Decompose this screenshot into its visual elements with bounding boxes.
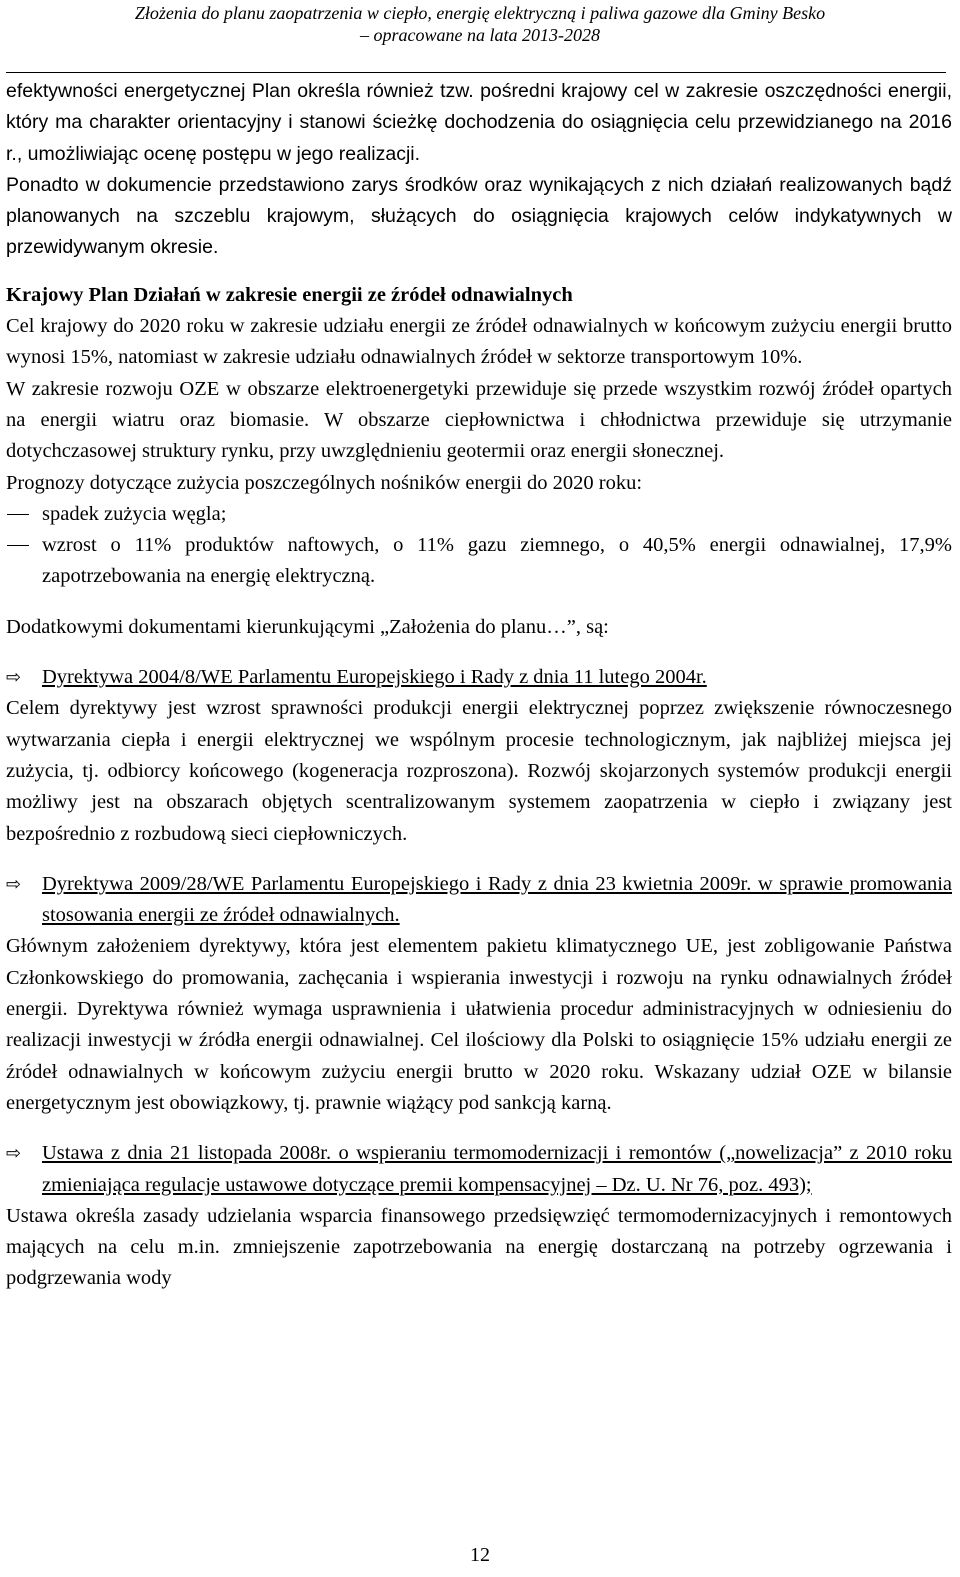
- header-subtitle: – opracowane na lata 2013-2028: [360, 25, 600, 45]
- paragraph-oze: W zakresie rozwoju OZE w obszarze elektroenergetyki przewiduje się przede wszystkim rozwój źródeł opartych na energii wiatru oraz biomasie. W obszarze ciepłownictwa i chłodnictwa przewiduje się utrzymanie dotychczasowej struktury rynku, przy uwzględnieniu geotermii oraz energii słonecznej.: [6, 377, 952, 463]
- list-item: wzrost o 11% produktów naftowych, o 11% gazu ziemnego, o 40,5% energii odnawialnej, 17,9% zapotrzebowania na energię elektryczną.: [42, 534, 952, 588]
- right-arrow-icon: ⇨: [6, 1143, 22, 1165]
- paragraph-target: Cel krajowy do 2020 roku w zakresie udziału energii ze źródeł odnawialnych w końcowym zużyciu energii brutto wynosi 15%, natomiast w zakresie udziału odnawialnych źródeł w sektorze transportowym 10%.: [6, 315, 952, 369]
- intro-paragraph-1: efektywności energetycznej Plan określa również tzw. pośredni krajowy cel w zakresie oszczędności energii, który ma charakter orientacyjny i stanowi ścieżkę dochodzenia do osiągnięcia celu przewidzianego na 2016 r., umożliwiając ocenę postępu w jego realizacji.: [6, 80, 952, 165]
- paragraph-forecast: Prognozy dotyczące zużycia poszczególnych nośników energii do 2020 roku:: [6, 471, 643, 494]
- right-arrow-icon: ⇨: [6, 667, 22, 689]
- paragraph-documents-intro: Dodatkowymi dokumentami kierunkującymi „Założenia do planu…”, są:: [6, 615, 609, 638]
- act-2008-title: Ustawa z dnia 21 listopada 2008r. o wspieraniu termomodernizacji i remontów („nowelizacja” z 2010 roku zmieniająca regulacje ustawowe dotyczące premii kompensacyjnej – Dz. U. Nr 76, poz. 493);: [42, 1142, 952, 1196]
- intro-paragraph-2: Ponadto w dokumencie przedstawiono zarys środków oraz wynikających z nich działań realizowanych bądź planowanych na szczeblu krajowym, służących do osiągnięcia krajowych celów indykatywnych w przewidywanym okresie.: [6, 173, 952, 259]
- act-2008-description: Ustawa określa zasady udzielania wsparcia finansowego przedsięwzięć termomodernizacyjnych i remontowych mających na celu m.in. zmniejszenie zapotrzebowania na energię dostarczaną na potrzeby ogrzewania i podgrzewania wody: [6, 1204, 952, 1290]
- directive-2009-item: [6, 869, 952, 932]
- act-2008-item: [6, 1138, 952, 1201]
- section-heading: Krajowy Plan Działań w zakresie energii ze źródeł odnawialnych: [6, 283, 573, 306]
- directive-2009-description: Głównym założeniem dyrektywy, która jest elementem pakietu klimatycznego UE, jest zobligowanie Państwa Członkowskiego do promowania, zachęcania i wspierania inwestycji i rozwoju na rynku odnawialnych źródeł energii. Dyrektywa również wymaga usprawnienia i ułatwienia procedur administracyjnych w odniesieniu do realizacji inwestycji w źródła energii odnawialnej. Cel ilościowy dla Polski to osiągnięcie 15% udziału energii ze źródeł odnawialnych w końcowym zużyciu energii brutto w 2020 roku. Wskazany udział OZE w bilansie energetycznym jest obowiązkowy, tj. prawnie wiążący pod sankcją karną.: [6, 935, 952, 1114]
- page-header: [0, 0, 960, 46]
- page-content: [6, 76, 952, 1295]
- page-number: 12: [470, 1544, 490, 1566]
- header-divider: [6, 72, 946, 73]
- directive-2004-description: Celem dyrektywy jest wzrost sprawności produkcji energii elektrycznej poprzez zwiększenie równoczesnego wytwarzania ciepła i energii elektrycznej we wspólnym procesie technologicznym, jak najbliżej miejsca jej zużycia, tj. odbiorcy końcowego (kogeneracja rozproszona). Rozwój skojarzonych systemów produkcji energii możliwy jest na obszarach objętych scentralizowanym systemem zaopatrzenia w ciepło i związany jest bezpośrednio z rozbudową sieci ciepłowniczych.: [6, 697, 952, 845]
- directive-2004-item: [6, 662, 952, 693]
- directive-2004-title: Dyrektywa 2004/8/WE Parlamentu Europejskiego i Rady z dnia 11 lutego 2004r.: [42, 666, 707, 689]
- list-item: spadek zużycia węgla;: [42, 502, 227, 525]
- right-arrow-icon: ⇨: [6, 873, 22, 895]
- header-title: Złożenia do planu zaopatrzenia w ciepło, energię elektryczną i paliwa gazowe dla Gminy Besko: [134, 3, 826, 23]
- directive-2009-title: Dyrektywa 2009/28/WE Parlamentu Europejskiego i Rady z dnia 23 kwietnia 2009r. w sprawie promowania stosowania energii ze źródeł odnawialnych.: [42, 872, 952, 927]
